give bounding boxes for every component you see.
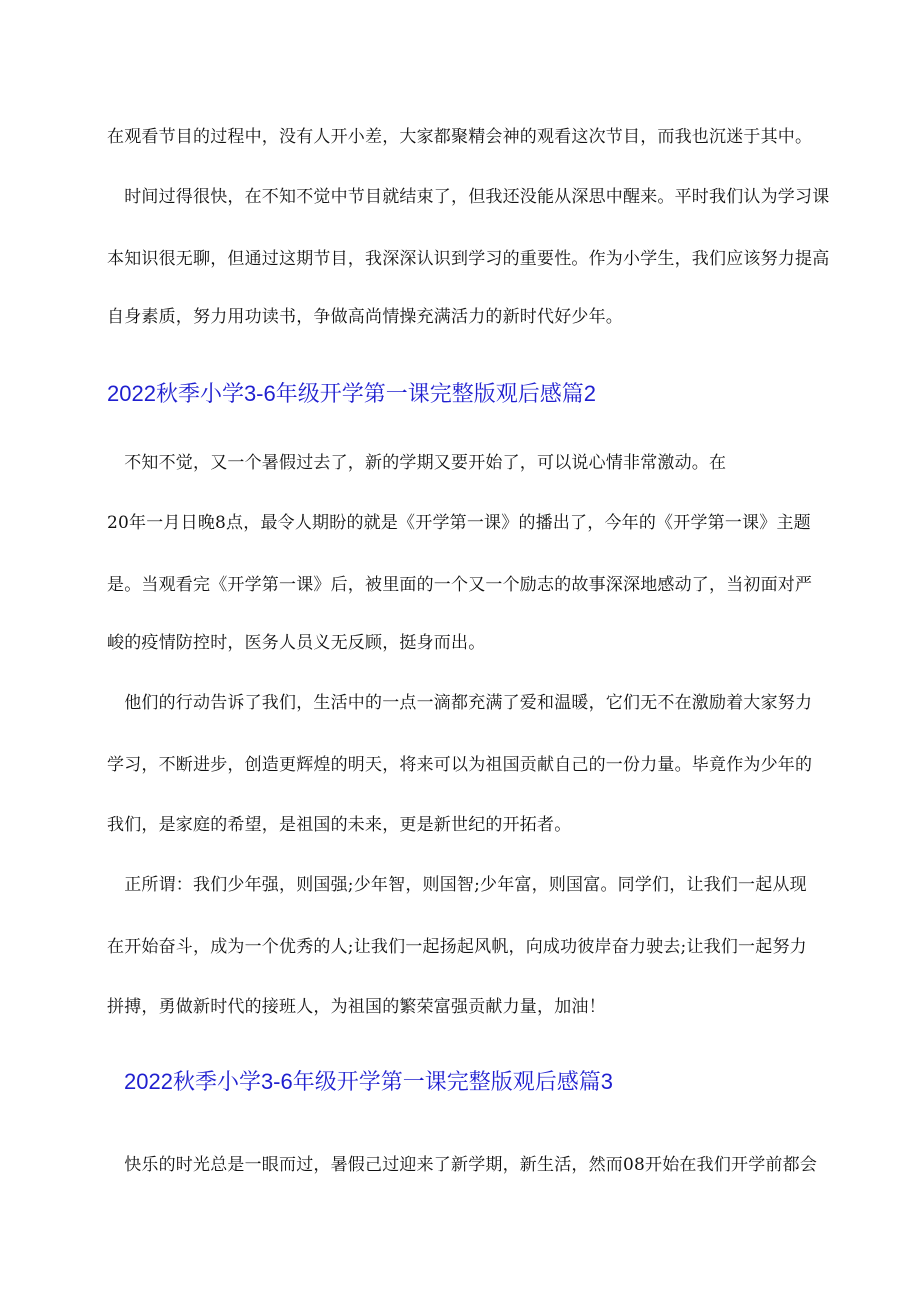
paragraph-5-line-1: 正所谓：我们少年强，则国强;少年智，则国智;少年富，则国富。同学们，让我们一起从现 [107, 875, 807, 895]
paragraph-3-line-1: 不知不觉，又一个暑假过去了，新的学期又要开始了，可以说心情非常激动。在 [107, 453, 727, 473]
paragraph-4-line-2: 学习，不断进步，创造更辉煌的明天，将来可以为祖国贡献自己的一份力量。毕竟作为少年的 [107, 755, 813, 775]
paragraph-3-line-3: 是。当观看完《开学第一课》后，被里面的一个又一个励志的故事深深地感动了，当初面对严 [107, 575, 813, 595]
section-heading-3: 2022秋季小学3-6年级开学第一课完整版观后感篇3 [124, 1069, 613, 1094]
paragraph-3-line-2: 20年一月日晚8点，最令人期盼的就是《开学第一课》的播出了，今年的《开学第一课》主题 [107, 513, 811, 533]
paragraph-5-line-2: 在开始奋斗，成为一个优秀的人;让我们一起扬起风帆，向成功彼岸奋力驶去;让我们一起努力 [107, 937, 807, 957]
paragraph-2-line-3: 自身素质，努力用功读书，争做高尚情操充满活力的新时代好少年。 [107, 307, 623, 327]
paragraph-3-line-4: 峻的疫情防控时，医务人员义无反顾，挺身而出。 [107, 633, 486, 653]
paragraph-2-line-2: 本知识很无聊，但通过这期节目，我深深认识到学习的重要性。作为小学生，我们应该努力提高 [107, 249, 830, 269]
paragraph-5-line-3: 拼搏，勇做新时代的接班人，为祖国的繁荣富强贡献力量，加油！ [107, 997, 606, 1017]
paragraph-4-line-3: 我们，是家庭的希望，是祖国的未来，更是新世纪的开拓者。 [107, 815, 572, 835]
paragraph-2-line-1: 时间过得很快，在不知不觉中节目就结束了，但我还没能从深思中醒来。平时我们认为学习课 [107, 187, 830, 207]
paragraph-6-line-1: 快乐的时光总是一眼而过，暑假己过迎来了新学期，新生活，然而08开始在我们开学前都会 [107, 1155, 818, 1175]
paragraph-1-line-1: 在观看节目的过程中，没有人开小差，大家都聚精会神的观看这次节目，而我也沉迷于其中。 [107, 127, 813, 147]
paragraph-4-line-1: 他们的行动告诉了我们，生活中的一点一滴都充满了爱和温暖，它们无不在激励着大家努力 [107, 693, 813, 713]
section-heading-2: 2022秋季小学3-6年级开学第一课完整版观后感篇2 [107, 381, 596, 406]
